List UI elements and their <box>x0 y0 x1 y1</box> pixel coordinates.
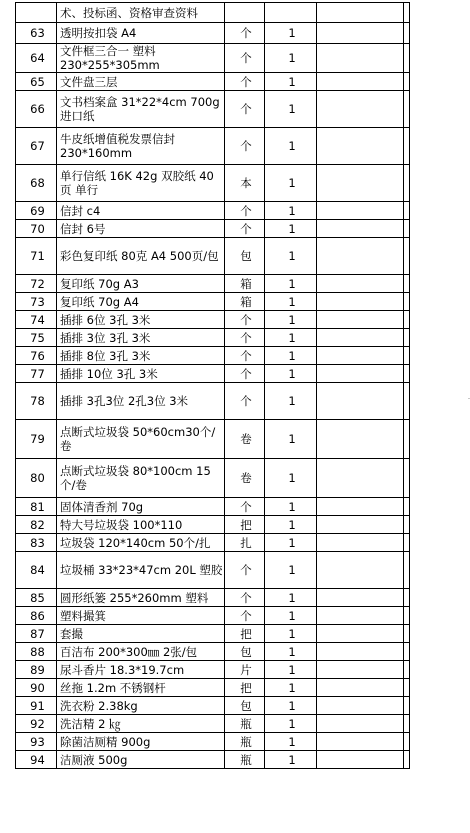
item-number-cell[interactable]: 91 <box>16 697 57 715</box>
extra-cell[interactable] <box>317 165 404 202</box>
extra-cell-narrow[interactable] <box>404 365 410 383</box>
extra-cell-narrow[interactable] <box>404 498 410 516</box>
table-row <box>16 202 410 220</box>
item-quantity-cell[interactable]: 1 <box>265 459 317 498</box>
table-row <box>16 697 410 715</box>
item-number-cell[interactable]: 67 <box>16 128 57 165</box>
item-quantity-cell[interactable]: 1 <box>265 347 317 365</box>
table-row <box>16 293 410 311</box>
extra-cell-narrow[interactable] <box>404 733 410 751</box>
item-quantity-cell[interactable]: 1 <box>265 293 317 311</box>
item-quantity-cell[interactable]: 1 <box>265 165 317 202</box>
item-unit-cell[interactable]: 把 <box>225 679 265 697</box>
item-quantity-cell[interactable]: 1 <box>265 329 317 347</box>
extra-cell-narrow[interactable] <box>404 534 410 552</box>
item-description-cell[interactable]: 百洁布 200*300㎜ 2张/包 <box>57 643 225 661</box>
item-description-cell[interactable]: 文书档案盒 31*22*4cm 700g进口纸 <box>57 91 225 128</box>
item-number-cell[interactable]: 86 <box>16 607 57 625</box>
extra-cell-narrow[interactable] <box>404 293 410 311</box>
item-number-cell[interactable]: 92 <box>16 715 57 733</box>
item-description-cell[interactable]: 牛皮纸增值税发票信封 230*160mm <box>57 128 225 165</box>
item-description-cell[interactable]: 固体清香剂 70g <box>57 498 225 516</box>
item-quantity-cell[interactable]: 1 <box>265 220 317 238</box>
item-number-cell[interactable]: 90 <box>16 679 57 697</box>
extra-cell[interactable] <box>317 625 404 643</box>
table-row <box>16 589 410 607</box>
extra-cell[interactable] <box>317 202 404 220</box>
extra-cell[interactable] <box>317 498 404 516</box>
item-unit-cell[interactable]: 个 <box>225 329 265 347</box>
extra-cell[interactable] <box>317 552 404 589</box>
extra-cell[interactable] <box>317 697 404 715</box>
extra-cell[interactable] <box>317 44 404 73</box>
item-number-cell[interactable]: 65 <box>16 73 57 91</box>
item-quantity-cell[interactable]: 1 <box>265 679 317 697</box>
extra-cell[interactable] <box>317 643 404 661</box>
item-quantity-cell[interactable]: 1 <box>265 661 317 679</box>
header-fragment-num-cell[interactable] <box>16 3 57 23</box>
item-table-body <box>16 3 410 769</box>
extra-cell-narrow[interactable] <box>404 715 410 733</box>
table-row <box>16 383 410 420</box>
extra-cell[interactable] <box>317 220 404 238</box>
extra-cell-narrow[interactable] <box>404 516 410 534</box>
item-unit-cell[interactable]: 个 <box>225 73 265 91</box>
item-number-cell[interactable]: 68 <box>16 165 57 202</box>
item-number-cell[interactable]: 89 <box>16 661 57 679</box>
item-number-cell[interactable]: 80 <box>16 459 57 498</box>
table-row <box>16 607 410 625</box>
item-quantity-cell[interactable]: 1 <box>265 534 317 552</box>
item-number-cell[interactable]: 85 <box>16 589 57 607</box>
item-quantity-cell[interactable]: 1 <box>265 498 317 516</box>
item-quantity-cell[interactable]: 1 <box>265 383 317 420</box>
item-unit-cell[interactable]: 瓶 <box>225 733 265 751</box>
item-unit-cell[interactable]: 包 <box>225 643 265 661</box>
item-description-cell[interactable]: 套撮 <box>57 625 225 643</box>
item-number-cell[interactable]: 78 <box>16 383 57 420</box>
extra-cell[interactable] <box>317 347 404 365</box>
table-row <box>16 220 410 238</box>
item-unit-cell[interactable]: 个 <box>225 365 265 383</box>
extra-cell-narrow[interactable] <box>404 3 410 23</box>
extra-cell[interactable] <box>317 715 404 733</box>
header-fragment-row <box>16 3 410 23</box>
header-fragment-cell[interactable]: 术、投标函、资格审查资料 <box>57 3 225 23</box>
item-quantity-cell[interactable]: 1 <box>265 751 317 769</box>
item-quantity-cell[interactable]: 1 <box>265 733 317 751</box>
item-number-cell[interactable]: 76 <box>16 347 57 365</box>
extra-cell-narrow[interactable] <box>404 329 410 347</box>
item-description-cell[interactable]: 点断式垃圾袋 80*100cm 15个/卷 <box>57 459 225 498</box>
item-number-cell[interactable]: 72 <box>16 275 57 293</box>
extra-cell-narrow[interactable] <box>404 661 410 679</box>
extra-cell[interactable] <box>317 589 404 607</box>
item-quantity-cell[interactable]: 1 <box>265 44 317 73</box>
item-quantity-cell[interactable]: 1 <box>265 643 317 661</box>
item-description-cell[interactable]: 垃圾袋 120*140cm 50个/扎 <box>57 534 225 552</box>
table-row <box>16 715 410 733</box>
extra-cell[interactable] <box>317 365 404 383</box>
extra-cell-narrow[interactable] <box>404 202 410 220</box>
item-unit-cell[interactable]: 个 <box>225 44 265 73</box>
item-unit-cell[interactable]: 个 <box>225 91 265 128</box>
extra-cell-narrow[interactable] <box>404 220 410 238</box>
item-description-cell[interactable]: 插排 6位 3孔 3米 <box>57 311 225 329</box>
extra-cell-narrow[interactable] <box>404 589 410 607</box>
item-number-cell[interactable]: 83 <box>16 534 57 552</box>
item-number-cell[interactable]: 93 <box>16 733 57 751</box>
table-row <box>16 534 410 552</box>
item-number-cell[interactable]: 79 <box>16 420 57 459</box>
item-quantity-cell[interactable]: 1 <box>265 516 317 534</box>
extra-cell-narrow[interactable] <box>404 751 410 769</box>
item-quantity-cell[interactable]: 1 <box>265 91 317 128</box>
item-unit-cell[interactable]: 卷 <box>225 459 265 498</box>
extra-cell-narrow[interactable] <box>404 347 410 365</box>
extra-cell-narrow[interactable] <box>404 311 410 329</box>
extra-cell-narrow[interactable] <box>404 44 410 73</box>
item-number-cell[interactable]: 66 <box>16 91 57 128</box>
item-number-cell[interactable]: 64 <box>16 44 57 73</box>
item-unit-cell[interactable]: 本 <box>225 165 265 202</box>
item-unit-cell[interactable]: 个 <box>225 383 265 420</box>
item-unit-cell[interactable]: 包 <box>225 697 265 715</box>
item-quantity-cell[interactable]: 1 <box>265 715 317 733</box>
extra-cell[interactable] <box>317 516 404 534</box>
table-row <box>16 275 410 293</box>
item-description-cell[interactable]: 单行信纸 16K 42g 双胶纸 40页 单行 <box>57 165 225 202</box>
extra-cell-narrow[interactable] <box>404 459 410 498</box>
table-row <box>16 516 410 534</box>
item-description-cell[interactable]: 洗衣粉 2.38kg <box>57 697 225 715</box>
item-unit-cell[interactable]: 包 <box>225 238 265 275</box>
extra-cell[interactable] <box>317 23 404 44</box>
item-description-cell[interactable]: 信封 c4 <box>57 202 225 220</box>
item-unit-cell[interactable]: 箱 <box>225 275 265 293</box>
item-description-cell[interactable]: 丝拖 1.2m 不锈钢杆 <box>57 679 225 697</box>
table-row <box>16 91 410 128</box>
item-unit-cell[interactable]: 个 <box>225 220 265 238</box>
extra-cell[interactable] <box>317 383 404 420</box>
extra-cell[interactable] <box>317 128 404 165</box>
extra-cell[interactable] <box>317 238 404 275</box>
item-unit-cell[interactable]: 个 <box>225 589 265 607</box>
extra-cell-narrow[interactable] <box>404 552 410 589</box>
extra-cell-narrow[interactable] <box>404 128 410 165</box>
item-quantity-cell[interactable]: 1 <box>265 589 317 607</box>
item-description-cell[interactable]: 复印纸 70g A3 <box>57 275 225 293</box>
extra-cell-narrow[interactable] <box>404 420 410 459</box>
item-unit-cell[interactable]: 个 <box>225 498 265 516</box>
item-number-cell[interactable]: 87 <box>16 625 57 643</box>
item-quantity-cell[interactable]: 1 <box>265 238 317 275</box>
item-quantity-cell[interactable]: 1 <box>265 552 317 589</box>
item-unit-cell[interactable]: 瓶 <box>225 715 265 733</box>
table-row <box>16 347 410 365</box>
item-number-cell[interactable]: 81 <box>16 498 57 516</box>
extra-cell-narrow[interactable] <box>404 91 410 128</box>
table-row <box>16 552 410 589</box>
table-row <box>16 679 410 697</box>
item-unit-cell[interactable]: 个 <box>225 23 265 44</box>
item-description-cell[interactable]: 文件框三合一 塑料 230*255*305mm <box>57 44 225 73</box>
extra-cell-narrow[interactable] <box>404 697 410 715</box>
item-unit-cell[interactable]: 瓶 <box>225 751 265 769</box>
extra-cell[interactable] <box>317 679 404 697</box>
item-description-cell[interactable]: 圆形纸篓 255*260mm 塑料 <box>57 589 225 607</box>
table-row <box>16 498 410 516</box>
item-quantity-cell[interactable]: 1 <box>265 128 317 165</box>
extra-cell-narrow[interactable] <box>404 238 410 275</box>
item-quantity-cell[interactable]: 1 <box>265 73 317 91</box>
item-number-cell[interactable]: 94 <box>16 751 57 769</box>
table-row <box>16 733 410 751</box>
extra-cell-narrow[interactable] <box>404 383 410 420</box>
table-row <box>16 23 410 44</box>
extra-cell[interactable] <box>317 751 404 769</box>
extra-cell-narrow[interactable] <box>404 275 410 293</box>
table-row <box>16 238 410 275</box>
item-unit-cell[interactable]: 个 <box>225 607 265 625</box>
item-unit-cell[interactable]: 把 <box>225 625 265 643</box>
item-quantity-cell[interactable]: 1 <box>265 23 317 44</box>
item-description-cell[interactable]: 洁厕液 500g <box>57 751 225 769</box>
item-unit-cell[interactable]: 扎 <box>225 534 265 552</box>
item-number-cell[interactable]: 75 <box>16 329 57 347</box>
item-description-cell[interactable]: 塑料撮箕 <box>57 607 225 625</box>
item-description-cell[interactable]: 插排 3孔3位 2孔3位 3米 <box>57 383 225 420</box>
item-description-cell[interactable]: 彩色复印纸 80克 A4 500页/包 <box>57 238 225 275</box>
extra-cell[interactable] <box>317 534 404 552</box>
extra-cell[interactable] <box>317 733 404 751</box>
item-description-cell[interactable]: 点断式垃圾袋 50*60cm30个/卷 <box>57 420 225 459</box>
item-number-cell[interactable]: 63 <box>16 23 57 44</box>
item-quantity-cell[interactable]: 1 <box>265 607 317 625</box>
item-number-cell[interactable]: 73 <box>16 293 57 311</box>
item-description-cell[interactable]: 插排 8位 3孔 3米 <box>57 347 225 365</box>
item-quantity-cell[interactable]: 1 <box>265 311 317 329</box>
item-description-cell[interactable]: 文件盘三层 <box>57 73 225 91</box>
table-row <box>16 128 410 165</box>
item-unit-cell[interactable]: 片 <box>225 661 265 679</box>
table-row <box>16 329 410 347</box>
extra-cell-narrow[interactable] <box>404 607 410 625</box>
item-quantity-cell[interactable]: 1 <box>265 625 317 643</box>
item-unit-cell[interactable]: 个 <box>225 347 265 365</box>
extra-cell[interactable] <box>317 459 404 498</box>
extra-cell-narrow[interactable] <box>404 165 410 202</box>
extra-cell-narrow[interactable] <box>404 679 410 697</box>
item-number-cell[interactable]: 77 <box>16 365 57 383</box>
item-description-cell[interactable]: 垃圾桶 33*23*47cm 20L 塑胶 <box>57 552 225 589</box>
table-row <box>16 73 410 91</box>
table-row <box>16 365 410 383</box>
extra-cell-narrow[interactable] <box>404 643 410 661</box>
item-description-cell[interactable]: 插排 3位 3孔 3米 <box>57 329 225 347</box>
item-quantity-cell[interactable]: 1 <box>265 420 317 459</box>
item-unit-cell[interactable]: 个 <box>225 202 265 220</box>
item-quantity-cell[interactable]: 1 <box>265 697 317 715</box>
item-number-cell[interactable]: 69 <box>16 202 57 220</box>
item-quantity-cell[interactable]: 1 <box>265 202 317 220</box>
item-description-cell[interactable]: 信封 6号 <box>57 220 225 238</box>
item-quantity-cell[interactable]: 1 <box>265 365 317 383</box>
table-row <box>16 625 410 643</box>
item-unit-cell[interactable]: 个 <box>225 311 265 329</box>
extra-cell[interactable] <box>317 420 404 459</box>
header-fragment-qty-cell[interactable] <box>265 3 317 23</box>
table-row <box>16 661 410 679</box>
extra-cell-narrow[interactable] <box>404 73 410 91</box>
extra-cell[interactable] <box>317 3 404 23</box>
extra-cell[interactable] <box>317 329 404 347</box>
item-number-cell[interactable]: 70 <box>16 220 57 238</box>
extra-cell[interactable] <box>317 293 404 311</box>
extra-cell[interactable] <box>317 661 404 679</box>
item-description-cell[interactable]: 洗洁精 2 ㎏ <box>57 715 225 733</box>
table-row <box>16 459 410 498</box>
item-unit-cell[interactable]: 把 <box>225 516 265 534</box>
item-number-cell[interactable]: 88 <box>16 643 57 661</box>
extra-cell-narrow[interactable] <box>404 23 410 44</box>
table-row <box>16 165 410 202</box>
extra-cell[interactable] <box>317 73 404 91</box>
item-quantity-cell[interactable]: 1 <box>265 275 317 293</box>
item-unit-cell[interactable]: 个 <box>225 128 265 165</box>
table-row <box>16 311 410 329</box>
item-number-cell[interactable]: 74 <box>16 311 57 329</box>
item-unit-cell[interactable]: 箱 <box>225 293 265 311</box>
extra-cell[interactable] <box>317 91 404 128</box>
item-table <box>15 2 410 769</box>
item-description-cell[interactable]: 透明按扣袋 A4 <box>57 23 225 44</box>
item-description-cell[interactable]: 特大号垃圾袋 100*110 <box>57 516 225 534</box>
item-description-cell[interactable]: 复印纸 70g A4 <box>57 293 225 311</box>
extra-cell-narrow[interactable] <box>404 625 410 643</box>
table-row <box>16 751 410 769</box>
table-row <box>16 420 410 459</box>
extra-cell[interactable] <box>317 311 404 329</box>
item-number-cell[interactable]: 84 <box>16 552 57 589</box>
item-description-cell[interactable]: 尿斗香片 18.3*19.7cm <box>57 661 225 679</box>
item-unit-cell[interactable]: 卷 <box>225 420 265 459</box>
item-description-cell[interactable]: 插排 10位 3孔 3米 <box>57 365 225 383</box>
item-number-cell[interactable]: 71 <box>16 238 57 275</box>
item-number-cell[interactable]: 82 <box>16 516 57 534</box>
extra-cell[interactable] <box>317 275 404 293</box>
table-row <box>16 643 410 661</box>
table-row <box>16 44 410 73</box>
item-description-cell[interactable]: 除菌洁厕精 900g <box>57 733 225 751</box>
header-fragment-unit-cell[interactable] <box>225 3 265 23</box>
item-unit-cell[interactable]: 个 <box>225 552 265 589</box>
extra-cell[interactable] <box>317 607 404 625</box>
